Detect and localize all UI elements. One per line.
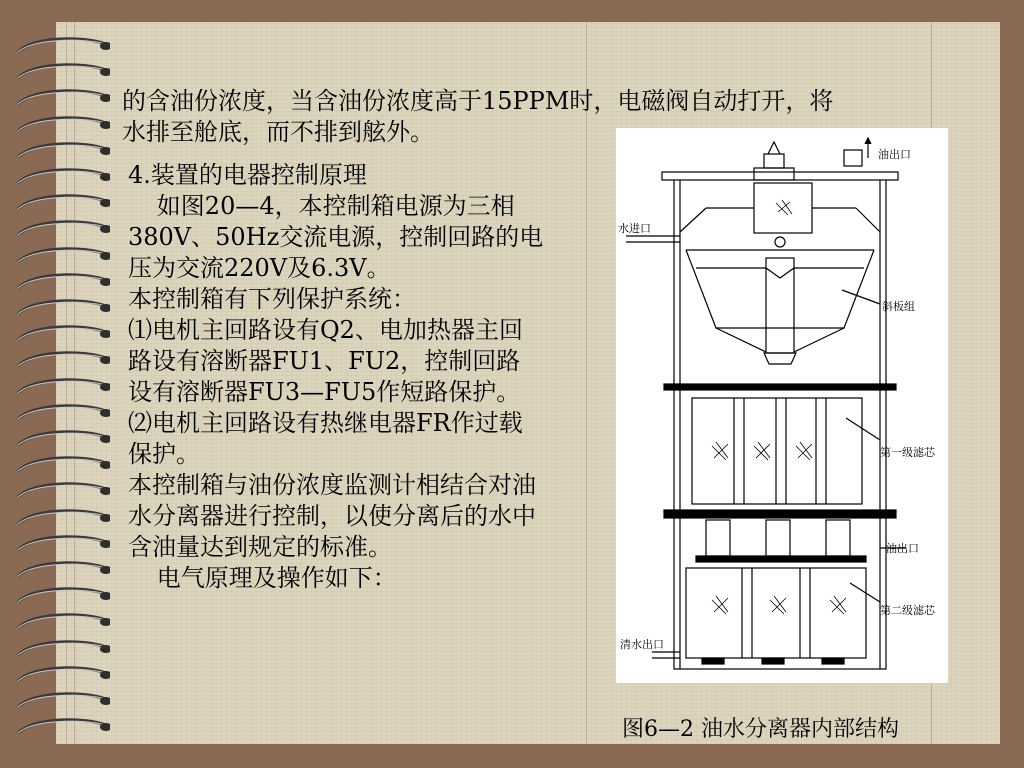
binding-ring [14,165,110,191]
binding-ring [14,637,110,663]
binding-ring [14,453,110,479]
binding-ring [14,244,110,270]
paragraph: 本控制箱与油份浓度监测计相结合对油水分离器进行控制，以使分离后的水中含油量达到规定的标准。 [128,471,536,561]
binding-ring [14,86,110,112]
left-column-text [128,160,544,594]
label-oil-out-mid: 油出口 [886,542,919,555]
list-item: ⑴电机主回路设有Q2、电加热器主回路设有溶断器FU1、FU2，控制回路设有溶断器FU3—FU5作短路保护。 [128,316,523,406]
binding-ring [14,715,110,741]
binding-ring [14,479,110,505]
binding-ring [14,558,110,584]
binding-ring [14,113,110,139]
label-filter-2: 第二级滤芯 [880,604,935,617]
label-plate-group: 斜板组 [882,300,915,313]
binding-ring [14,348,110,374]
binding-ring [14,322,110,348]
separator-drawing [616,128,948,683]
paragraph: 如图20—4，本控制箱电源为三相380V、50Hz交流电源，控制回路的电压为交流220V及6.3V。 [128,192,544,282]
binding-ring [14,270,110,296]
binding-ring [14,584,110,610]
binding-ring [14,401,110,427]
binding-ring [14,506,110,532]
label-oil-out-top: 油出口 [878,148,911,161]
binding-ring [14,610,110,636]
paragraph: 本控制箱有下列保护系统： [128,285,416,313]
binding-ring [14,34,110,60]
binding-ring [14,191,110,217]
binding-ring [14,296,110,322]
binding-ring [14,663,110,689]
text-line: 水排至舱底，而不排到舷外。 [122,118,434,146]
binding-ring [14,217,110,243]
paragraph: 电气原理及操作如下： [156,564,397,592]
text-line: 的含油份浓度，当含油份浓度高于15PPM时，电磁阀自动打开，将 [122,87,834,115]
label-filter-1: 第一级滤芯 [880,446,935,459]
section-heading: 4.装置的电器控制原理 [128,161,367,189]
label-clean-water-out: 清水出口 [620,638,664,651]
binding-ring [14,689,110,715]
label-water-in: 水进口 [618,222,651,235]
binding-ring [14,427,110,453]
binding-ring [14,532,110,558]
binding-ring [14,375,110,401]
figure-caption: 图6—2 油水分离器内部结构 [622,717,899,742]
list-item: ⑵电机主回路设有热继电器FR作过载保护。 [128,409,523,468]
binding-ring [14,60,110,86]
separator-diagram [616,128,948,683]
binding-ring [14,139,110,165]
